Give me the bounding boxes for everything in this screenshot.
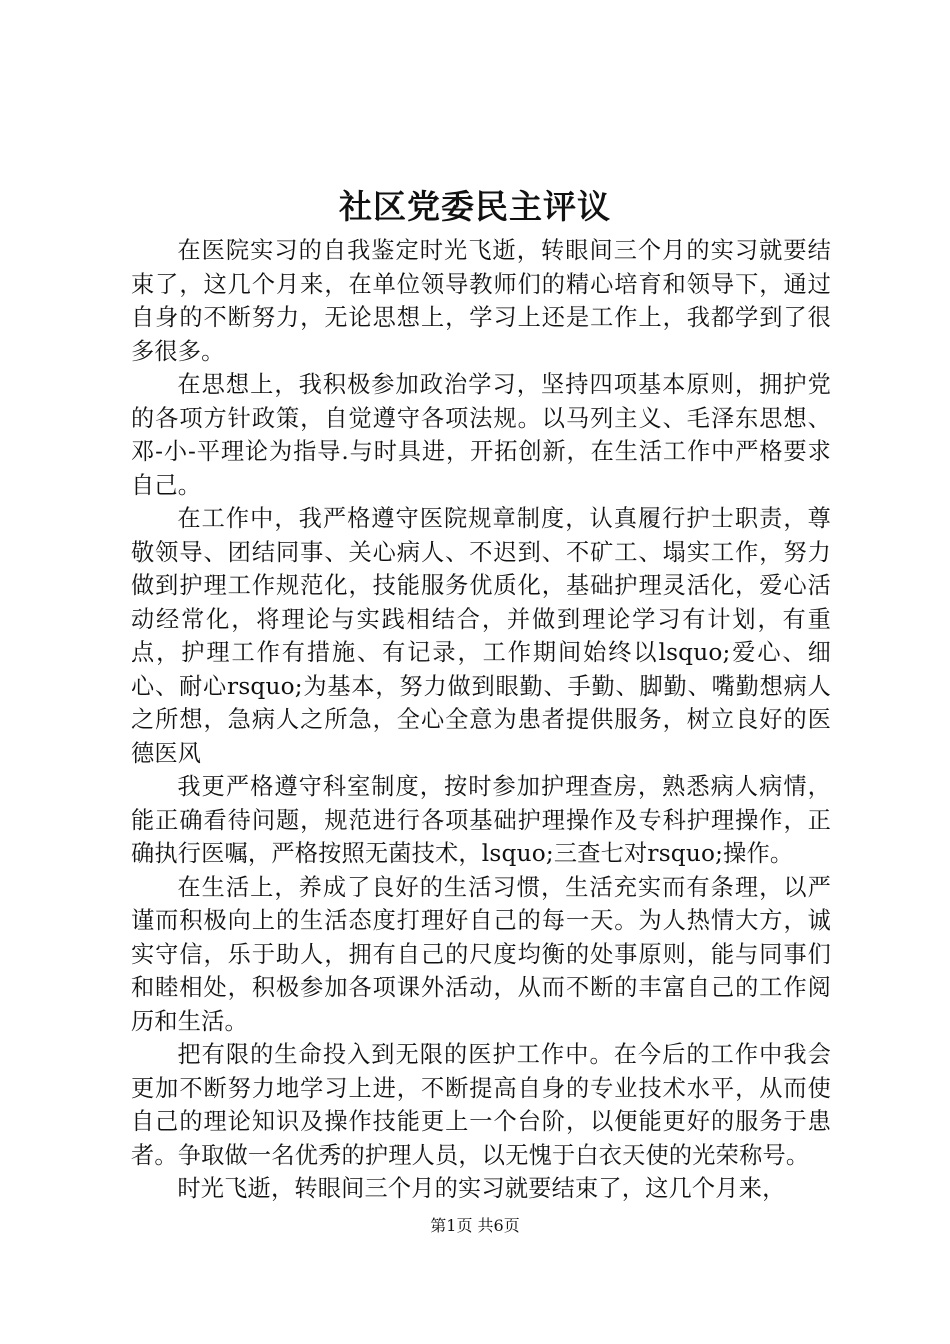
page-number-footer: 第1页 共6页 [430, 1216, 520, 1235]
paragraph: 把有限的生命投入到无限的医护工作中。在今后的工作中我会更加不断努力地学习上进，不断提高自身的专业技术水平，从而使自己的理论知识及操作技能更上一个台阶，以便能更好的服务于患者。争取做一名优秀的护理人员，以无愧于白衣天使的光荣称号。 [131, 1041, 831, 1169]
document-body [131, 234, 831, 1206]
paragraph: 在思想上，我积极参加政治学习，坚持四项基本原则，拥护党的各项方针政策，自觉遵守各项法规。以马列主义、毛泽东思想、邓-小-平理论为指导.与时具进，开拓创新，在生活工作中严格要求自己。 [131, 371, 831, 499]
paragraph: 时光飞逝，转眼间三个月的实习就要结束了，这几个月来， [177, 1175, 786, 1202]
document-title: 社区党委民主评议 [339, 187, 611, 226]
paragraph: 在工作中，我严格遵守医院规章制度，认真履行护士职责，尊敬领导、团结同事、关心病人、不迟到、不矿工、塌实工作，努力做到护理工作规范化，技能服务优质化，基础护理灵活化，爱心活动经常化，将理论与实践相结合，并做到理论学习有计划，有重点，护理工作有措施、有记录，工作期间始终以lsquo;爱心、细心、耐心rsquo;为基本，努力做到眼勤、手勤、脚勤、嘴勤想病人之所想，急病人之所急，全心全意为患者提供服务，树立良好的医德医风 [131, 505, 831, 767]
paragraph: 在生活上，养成了良好的生活习惯，生活充实而有条理，以严谨而积极向上的生活态度打理好自己的每一天。为人热情大方，诚实守信，乐于助人，拥有自己的尺度均衡的处事原则，能与同事们和睦相处，积极参加各项课外活动，从而不断的丰富自己的工作阅历和生活。 [131, 873, 831, 1035]
paragraph: 我更严格遵守科室制度，按时参加护理查房，熟悉病人病情，能正确看待问题，规范进行各项基础护理操作及专科护理操作，正确执行医嘱，严格按照无菌技术，lsquo;三查七对rsquo;操作。 [131, 773, 831, 867]
paragraph: 在医院实习的自我鉴定时光飞逝，转眼间三个月的实习就要结束了，这几个月来，在单位领导教师们的精心培育和领导下，通过自身的不断努力，无论思想上，学习上还是工作上，我都学到了很多很多。 [131, 237, 831, 365]
